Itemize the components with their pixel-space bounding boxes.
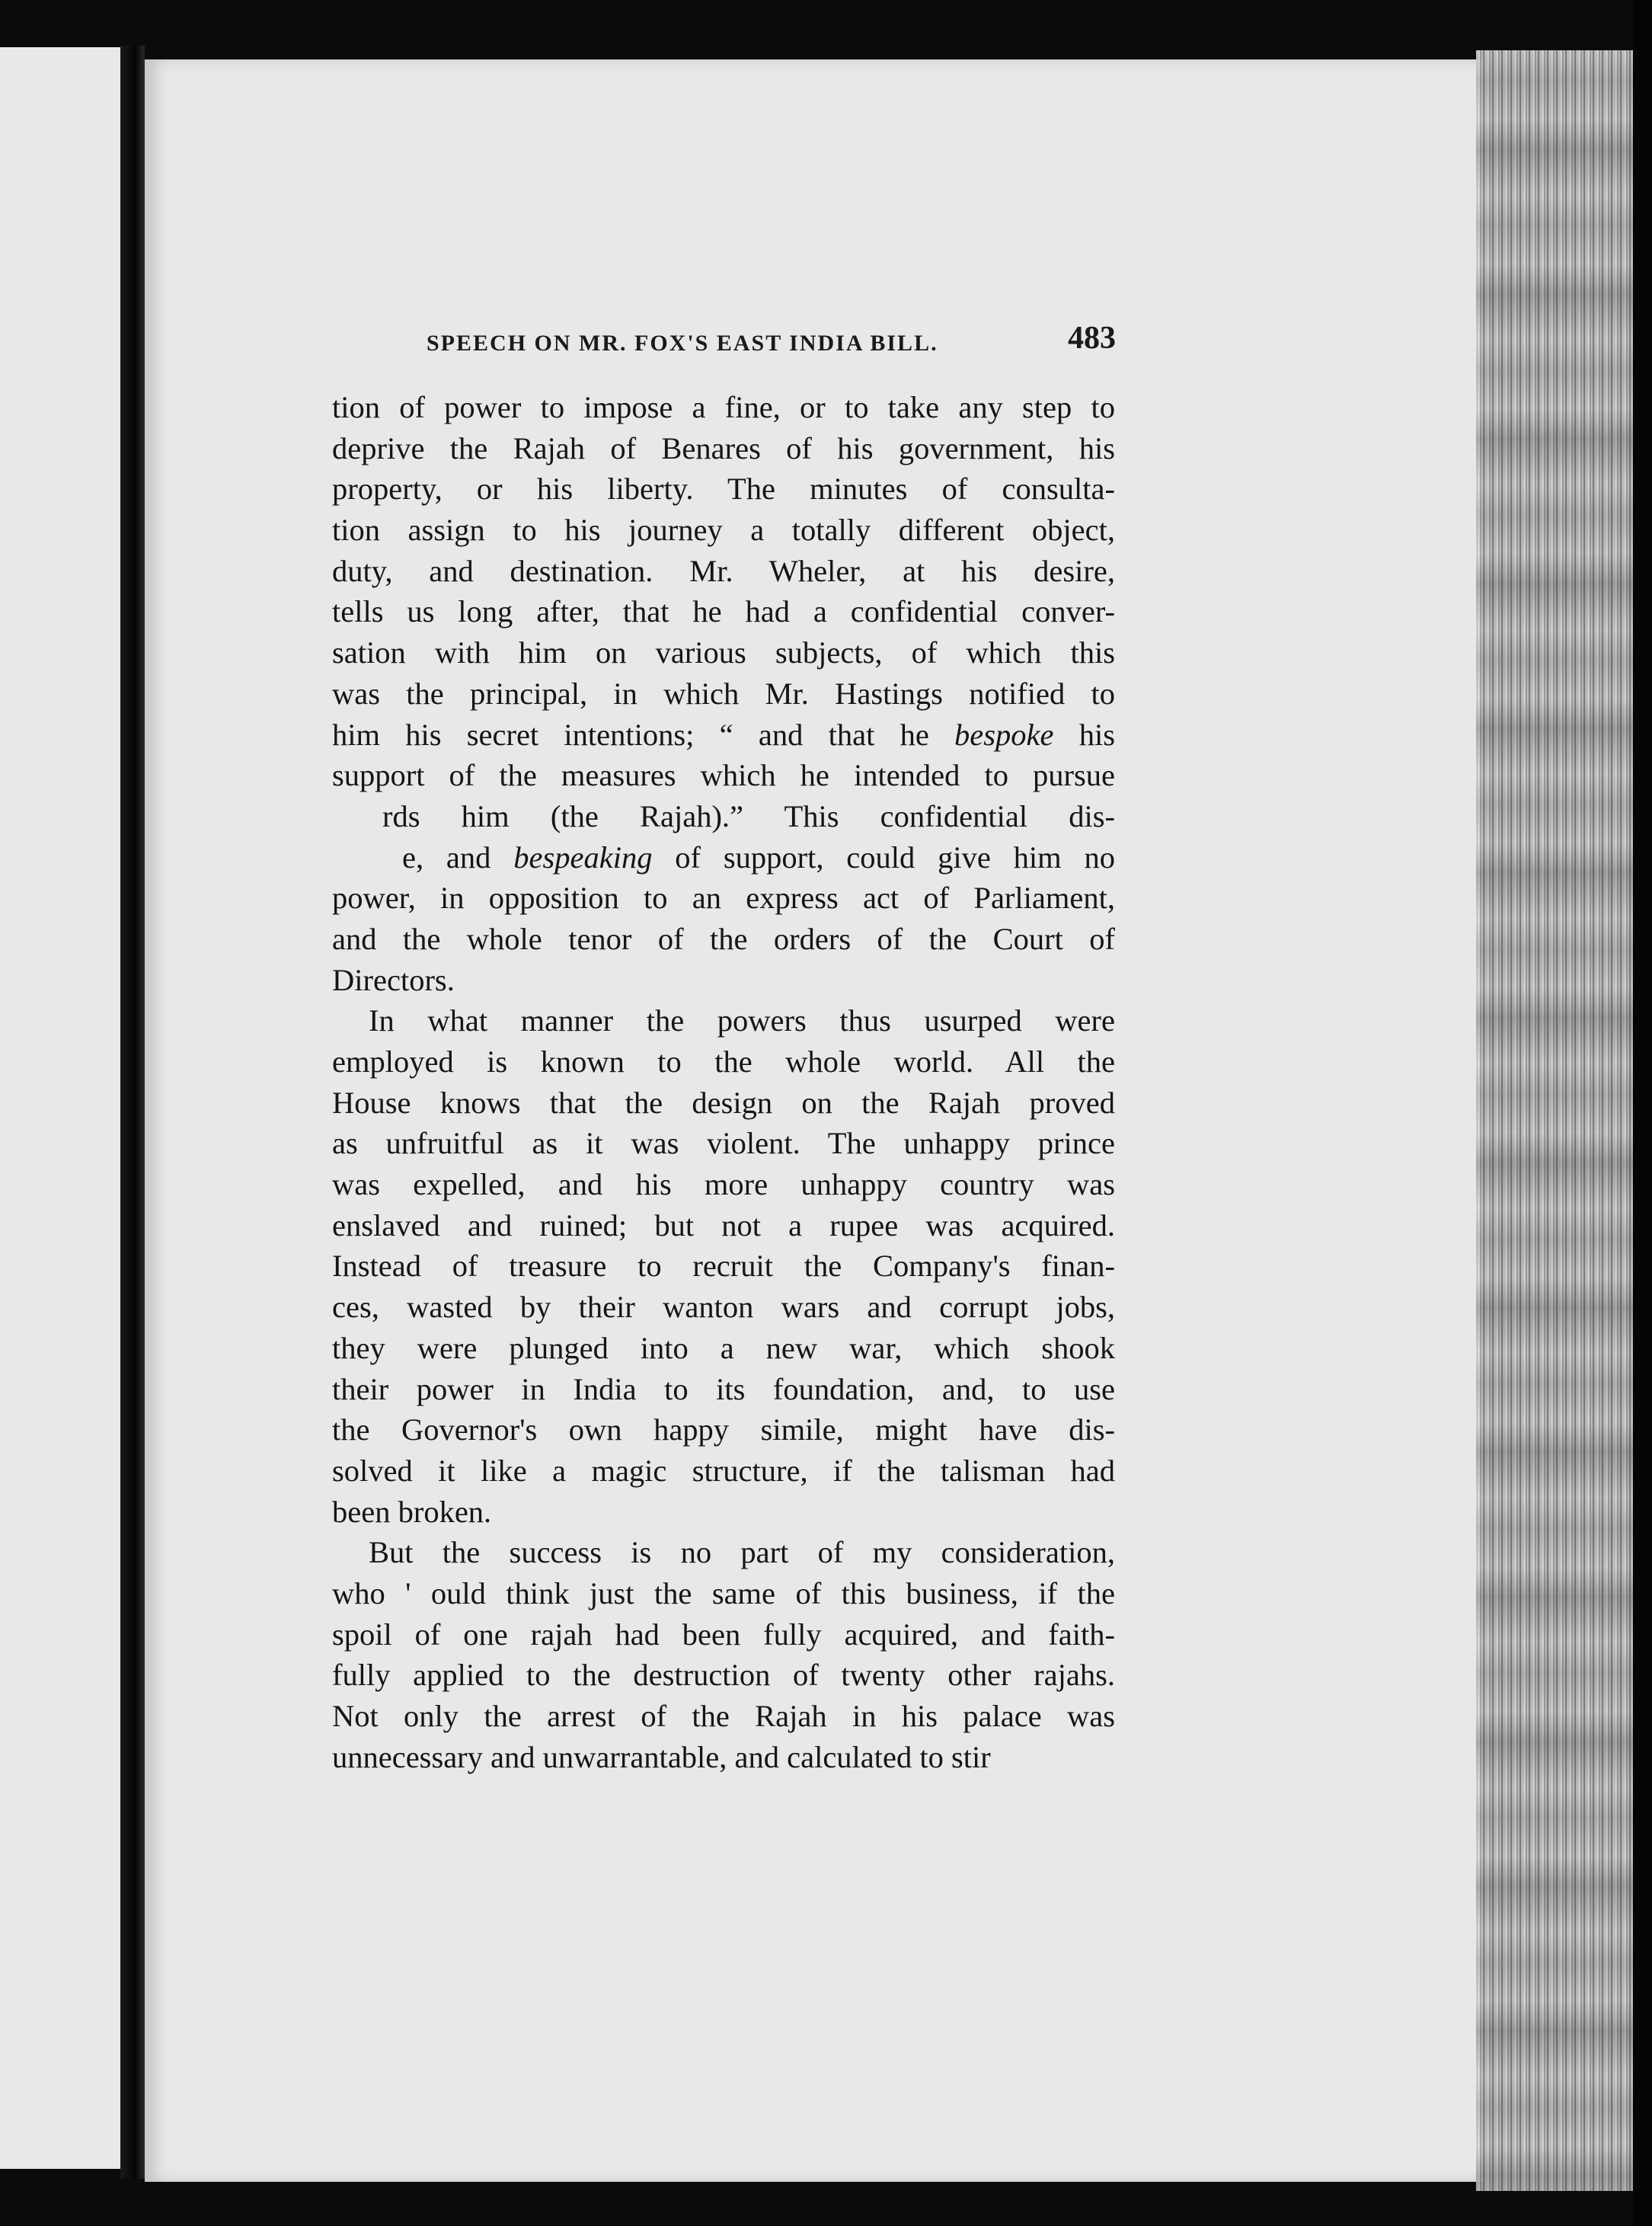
text-line: tion assign to his journey a totally different object, (332, 513, 1115, 548)
scan-border (1633, 0, 1652, 2226)
text-line: been broken. (332, 1494, 492, 1529)
text-line: fully applied to the destruction of twenty other rajahs. (332, 1658, 1115, 1693)
text-line: as unfruitful as it was violent. The unhappy prince (332, 1126, 1115, 1161)
text-line: him his secret intentions; “ and that he bespoke his (332, 717, 1115, 752)
text-line: Instead of treasure to recruit the Company's finan- (332, 1249, 1115, 1284)
page-fore-edge (1476, 50, 1633, 2191)
text-line: deprive the Rajah of Benares of his government, his (332, 430, 1115, 465)
text-line: the Governor's own happy simile, might have dis- (332, 1412, 1115, 1447)
text-line: solved it like a magic structure, if the talisman had (332, 1453, 1115, 1488)
running-title: SPEECH ON MR. FOX'S EAST INDIA BILL. (427, 331, 938, 356)
text-line: spoil of one rajah had been fully acquired, and faith- (332, 1617, 1115, 1652)
text-line: employed is known to the whole world. All the (332, 1044, 1115, 1079)
text-line: Not only the arrest of the Rajah in his palace was (332, 1699, 1115, 1733)
running-head (427, 320, 1116, 363)
text-line: But the success is no part of my consideration, (369, 1535, 1115, 1570)
text-line: they were plunged into a new war, which shook (332, 1330, 1115, 1365)
page-number: 483 (1068, 321, 1116, 356)
text-line: In what manner the powers thus usurped were (369, 1003, 1115, 1038)
text-line: House knows that the design on the Rajah proved (332, 1085, 1115, 1120)
text-line: was expelled, and his more unhappy country was (332, 1167, 1115, 1202)
text-line: tells us long after, that he had a confidential conver- (332, 594, 1115, 629)
text-line: enslaved and ruined; but not a rupee was acquired. (332, 1207, 1115, 1243)
text-line: duty, and destination. Mr. Wheler, at his desire, (332, 553, 1115, 588)
text-line: who ' ould think just the same of this business, if the (332, 1575, 1115, 1610)
text-line: and the whole tenor of the orders of the Court of (332, 921, 1115, 956)
text-line: e, and bespeaking of support, could give him no (402, 840, 1116, 875)
text-line: property, or his liberty. The minutes of consulta- (332, 472, 1115, 507)
text-line: unnecessary and unwarrantable, and calculated to stir (332, 1739, 991, 1774)
body-text (332, 387, 1115, 1777)
text-line: ces, wasted by their wanton wars and corrupt jobs, (332, 1290, 1115, 1325)
text-line: tion of power to impose a fine, or to take any step to (332, 390, 1115, 424)
left-facing-page (0, 47, 120, 2169)
text-line: power, in opposition to an express act of Parliament, (332, 881, 1115, 916)
text-line: rds him (the Rajah).” This confidential dis- (382, 798, 1115, 833)
text-line: sation with him on various subjects, of which this (332, 635, 1115, 670)
book-gutter (120, 46, 145, 2179)
text-line: their power in India to its foundation, and, to use (332, 1371, 1115, 1406)
text-line: Directors. (332, 962, 455, 997)
text-line: support of the measures which he intended to pursue (332, 758, 1115, 793)
text-line: was the principal, in which Mr. Hastings notified to (332, 676, 1115, 711)
